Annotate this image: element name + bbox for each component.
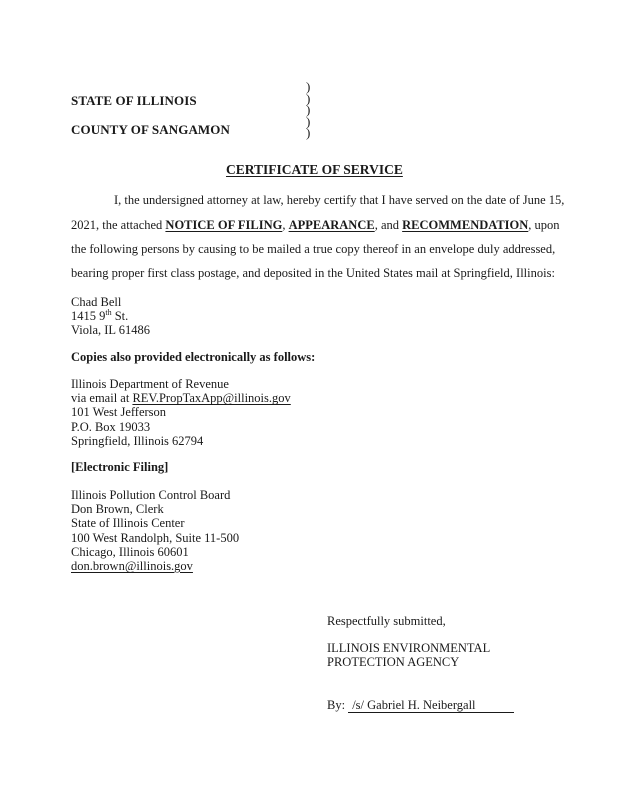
caption-county: COUNTY OF SANGAMON [71,122,230,137]
street-ordinal: th [105,308,112,318]
recipient-email-line [71,391,291,405]
recipient-po-box: P.O. Box 19033 [71,419,151,434]
signer-name: /s/ Gabriel H. Neibergall [348,698,513,713]
recipient-name: Chad Bell [71,295,122,309]
recipient-address: 100 West Randolph, Suite 11-500 [71,530,240,545]
recipient-building: State of Illinois Center [71,516,185,531]
closing: Respectfully submitted, [327,614,446,628]
agency-line-2: PROTECTION AGENCY [327,655,460,670]
agency-name [327,641,490,669]
document-title: CERTIFICATE OF SERVICE [226,162,403,177]
street-suffix: St. [111,309,129,324]
body-line-1: I, the undersigned attorney at law, hereby certify that I have served on the date of June 15, [114,193,565,207]
recipient-city: Viola, IL 61486 [71,323,150,338]
signature-line [327,698,514,713]
recipient-address: 101 West Jefferson [71,405,167,420]
doc-notice-of-filing: NOTICE OF FILING [165,218,283,232]
recipient-city: Springfield, Illinois 62794 [71,433,204,448]
recipient-idor [71,377,291,448]
doc-recommendation: RECOMMENDATION [402,218,529,232]
recipient-ipcb [71,488,239,573]
recipient-name: Illinois Pollution Control Board [71,488,231,502]
body-text: , upon [528,218,560,232]
electronic-filing-heading: [Electronic Filing] [71,460,169,474]
agency-line-1: ILLINOIS ENVIRONMENTAL [327,641,491,655]
caption-paren: ) [306,102,311,117]
body-line-4: bearing proper first class postage, and deposited in the United States mail at Springfield, Illinois: [71,266,555,280]
by-label: By: [327,698,346,712]
caption-paren: ) [306,79,311,94]
body-line-2 [71,218,560,233]
caption-paren: ) [306,90,311,106]
ipcb-email-link[interactable]: don.brown@illinois.gov [71,559,193,574]
body-text: , and [374,218,403,232]
recipient-name: Illinois Department of Revenue [71,377,229,391]
recipient-contact: Don Brown, Clerk [71,502,164,517]
caption-paren: ) [306,113,311,129]
recipient-chad-bell [71,295,150,338]
recipient-city: Chicago, Illinois 60601 [71,544,189,559]
idor-email-link[interactable]: REV.PropTaxApp@illinois.gov [132,391,291,406]
electronic-copies-heading: Copies also provided electronically as follows: [71,350,316,364]
email-prefix: via email at [71,391,133,406]
body-text: , [282,218,289,232]
body-line-3: the following persons by causing to be mailed a true copy thereof in an envelope duly addressed, [71,242,556,256]
street-number: 1415 9 [71,309,106,324]
caption-state: STATE OF ILLINOIS [71,93,197,108]
recipient-street [71,309,150,323]
doc-appearance: APPEARANCE [288,218,375,232]
body-text: 2021, the attached [71,218,166,232]
caption-parens [306,81,310,139]
caption-paren: ) [306,125,311,140]
